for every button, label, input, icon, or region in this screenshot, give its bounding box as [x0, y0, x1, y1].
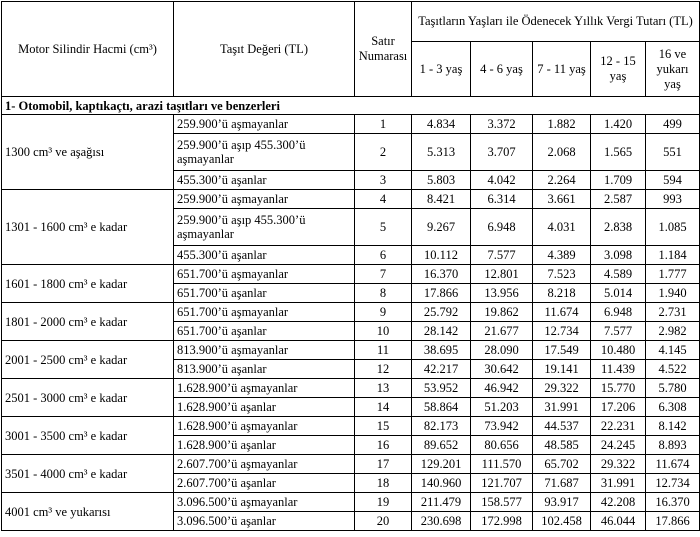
header-age-16-plus: 16 ve yukarı yaş: [646, 42, 700, 97]
tax-age-16-plus-cell: 11.674: [646, 455, 700, 474]
tax-age-16-plus-cell: 993: [646, 190, 700, 209]
row-number-cell: 14: [355, 398, 412, 417]
row-number-cell: 1: [355, 115, 412, 134]
tax-age-16-plus-cell: 2.982: [646, 322, 700, 341]
tax-age-1-3-cell: 25.792: [412, 303, 471, 322]
tax-age-7-11-cell: 93.917: [533, 493, 591, 512]
table-row: [2, 341, 700, 360]
tax-age-4-6-cell: 158.577: [471, 493, 533, 512]
tax-age-4-6-cell: 73.942: [471, 417, 533, 436]
table-row: [2, 455, 700, 474]
tax-age-7-11-cell: 4.389: [533, 246, 591, 265]
header-tax-group: Taşıtların Yaşları ile Ödenecek Yıllık Vergi Tutarı (TL): [412, 2, 700, 42]
table-row: [2, 379, 700, 398]
tax-age-1-3-cell: 38.695: [412, 341, 471, 360]
tax-age-7-11-cell: 31.991: [533, 398, 591, 417]
tax-age-16-plus-cell: 1.085: [646, 209, 700, 246]
vehicle-tax-table: [1, 1, 700, 531]
vehicle-value-cell: 259.900’ü aşmayanlar: [174, 190, 355, 209]
tax-age-4-6-cell: 19.862: [471, 303, 533, 322]
tax-age-16-plus-cell: 8.142: [646, 417, 700, 436]
vehicle-value-cell: 259.900’ü aşıp 455.300’ü aşmayanlar: [174, 209, 355, 246]
row-number-cell: 3: [355, 171, 412, 190]
tax-age-16-plus-cell: 8.893: [646, 436, 700, 455]
vehicle-value-cell: 1.628.900’ü aşanlar: [174, 398, 355, 417]
tax-age-16-plus-cell: 499: [646, 115, 700, 134]
tax-age-7-11-cell: 48.585: [533, 436, 591, 455]
row-number-cell: 12: [355, 360, 412, 379]
vehicle-value-cell: 455.300’ü aşanlar: [174, 246, 355, 265]
tax-age-4-6-cell: 111.570: [471, 455, 533, 474]
table-row: [2, 417, 700, 436]
tax-age-1-3-cell: 9.267: [412, 209, 471, 246]
tax-age-1-3-cell: 10.112: [412, 246, 471, 265]
tax-age-7-11-cell: 3.661: [533, 190, 591, 209]
tax-age-7-11-cell: 2.068: [533, 134, 591, 171]
tax-age-12-15-cell: 6.948: [591, 303, 646, 322]
tax-age-4-6-cell: 80.656: [471, 436, 533, 455]
row-number-cell: 6: [355, 246, 412, 265]
tax-age-1-3-cell: 129.201: [412, 455, 471, 474]
tax-age-16-plus-cell: 17.866: [646, 512, 700, 531]
tax-age-12-15-cell: 1.420: [591, 115, 646, 134]
vehicle-value-cell: 651.700’ü aşmayanlar: [174, 303, 355, 322]
tax-age-16-plus-cell: 594: [646, 171, 700, 190]
tax-age-1-3-cell: 28.142: [412, 322, 471, 341]
tax-age-12-15-cell: 29.322: [591, 455, 646, 474]
row-number-cell: 5: [355, 209, 412, 246]
tax-age-4-6-cell: 46.942: [471, 379, 533, 398]
tax-age-4-6-cell: 30.642: [471, 360, 533, 379]
row-number-cell: 20: [355, 512, 412, 531]
row-number-cell: 8: [355, 284, 412, 303]
vehicle-value-cell: 259.900’ü aşıp 455.300’ü aşmayanlar: [174, 134, 355, 171]
tax-age-16-plus-cell: 551: [646, 134, 700, 171]
vehicle-value-cell: 259.900’ü aşmayanlar: [174, 115, 355, 134]
header-vehicle-value: Taşıt Değeri (TL): [174, 2, 355, 97]
table-row: [2, 115, 700, 134]
tax-age-12-15-cell: 15.770: [591, 379, 646, 398]
vehicle-value-cell: 813.900’ü aşmayanlar: [174, 341, 355, 360]
row-number-cell: 7: [355, 265, 412, 284]
tax-age-16-plus-cell: 4.145: [646, 341, 700, 360]
tax-age-7-11-cell: 7.523: [533, 265, 591, 284]
vehicle-value-cell: 2.607.700’ü aşanlar: [174, 474, 355, 493]
tax-age-12-15-cell: 17.206: [591, 398, 646, 417]
tax-age-7-11-cell: 8.218: [533, 284, 591, 303]
table-row: [2, 265, 700, 284]
header-age-12-15: 12 - 15 yaş: [591, 42, 646, 97]
tax-age-12-15-cell: 2.838: [591, 209, 646, 246]
row-number-cell: 9: [355, 303, 412, 322]
vehicle-value-cell: 651.700’ü aşanlar: [174, 284, 355, 303]
tax-age-12-15-cell: 2.587: [591, 190, 646, 209]
tax-age-1-3-cell: 211.479: [412, 493, 471, 512]
tax-age-16-plus-cell: 12.734: [646, 474, 700, 493]
header-age-7-11: 7 - 11 yaş: [533, 42, 591, 97]
header-motor: Motor Silindir Hacmi (cm³): [2, 2, 174, 97]
tax-age-1-3-cell: 58.864: [412, 398, 471, 417]
tax-age-1-3-cell: 8.421: [412, 190, 471, 209]
vehicle-value-cell: 1.628.900’ü aşanlar: [174, 436, 355, 455]
tax-age-12-15-cell: 11.439: [591, 360, 646, 379]
tax-age-4-6-cell: 4.042: [471, 171, 533, 190]
tax-age-4-6-cell: 7.577: [471, 246, 533, 265]
tax-age-12-15-cell: 42.208: [591, 493, 646, 512]
motor-capacity-cell: 2501 - 3000 cm³ e kadar: [2, 379, 174, 417]
tax-age-1-3-cell: 4.834: [412, 115, 471, 134]
tax-age-16-plus-cell: 4.522: [646, 360, 700, 379]
tax-age-1-3-cell: 89.652: [412, 436, 471, 455]
tax-age-4-6-cell: 6.314: [471, 190, 533, 209]
vehicle-value-cell: 1.628.900’ü aşmayanlar: [174, 417, 355, 436]
tax-age-12-15-cell: 3.098: [591, 246, 646, 265]
vehicle-value-cell: 455.300’ü aşanlar: [174, 171, 355, 190]
tax-age-7-11-cell: 17.549: [533, 341, 591, 360]
tax-age-16-plus-cell: 1.777: [646, 265, 700, 284]
tax-age-12-15-cell: 4.589: [591, 265, 646, 284]
row-number-cell: 15: [355, 417, 412, 436]
tax-age-16-plus-cell: 5.780: [646, 379, 700, 398]
tax-age-7-11-cell: 65.702: [533, 455, 591, 474]
row-number-cell: 13: [355, 379, 412, 398]
tax-age-7-11-cell: 4.031: [533, 209, 591, 246]
tax-age-1-3-cell: 5.803: [412, 171, 471, 190]
tax-age-4-6-cell: 3.372: [471, 115, 533, 134]
motor-capacity-cell: 1801 - 2000 cm³ e kadar: [2, 303, 174, 341]
tax-age-12-15-cell: 22.231: [591, 417, 646, 436]
tax-age-12-15-cell: 46.044: [591, 512, 646, 531]
tax-age-4-6-cell: 21.677: [471, 322, 533, 341]
row-number-cell: 17: [355, 455, 412, 474]
tax-age-16-plus-cell: 6.308: [646, 398, 700, 417]
tax-age-7-11-cell: 44.537: [533, 417, 591, 436]
tax-age-16-plus-cell: 1.184: [646, 246, 700, 265]
header-age-4-6: 4 - 6 yaş: [471, 42, 533, 97]
tax-age-4-6-cell: 12.801: [471, 265, 533, 284]
row-number-cell: 10: [355, 322, 412, 341]
vehicle-value-cell: 1.628.900’ü aşmayanlar: [174, 379, 355, 398]
tax-age-4-6-cell: 3.707: [471, 134, 533, 171]
row-number-cell: 11: [355, 341, 412, 360]
table-row: [2, 493, 700, 512]
tax-age-7-11-cell: 19.141: [533, 360, 591, 379]
tax-age-1-3-cell: 17.866: [412, 284, 471, 303]
tax-age-12-15-cell: 7.577: [591, 322, 646, 341]
tax-age-7-11-cell: 2.264: [533, 171, 591, 190]
tax-age-1-3-cell: 53.952: [412, 379, 471, 398]
tax-age-1-3-cell: 42.217: [412, 360, 471, 379]
tax-age-12-15-cell: 1.565: [591, 134, 646, 171]
tax-age-16-plus-cell: 2.731: [646, 303, 700, 322]
vehicle-value-cell: 2.607.700’ü aşmayanlar: [174, 455, 355, 474]
tax-age-12-15-cell: 5.014: [591, 284, 646, 303]
tax-age-1-3-cell: 82.173: [412, 417, 471, 436]
tax-age-4-6-cell: 6.948: [471, 209, 533, 246]
tax-age-4-6-cell: 172.998: [471, 512, 533, 531]
tax-age-4-6-cell: 121.707: [471, 474, 533, 493]
motor-capacity-cell: 3501 - 4000 cm³ e kadar: [2, 455, 174, 493]
motor-capacity-cell: 3001 - 3500 cm³ e kadar: [2, 417, 174, 455]
tax-age-16-plus-cell: 16.370: [646, 493, 700, 512]
header-row-number: Satır Numarası: [355, 2, 412, 97]
vehicle-value-cell: 813.900’ü aşanlar: [174, 360, 355, 379]
tax-age-7-11-cell: 102.458: [533, 512, 591, 531]
tax-age-1-3-cell: 140.960: [412, 474, 471, 493]
tax-age-7-11-cell: 11.674: [533, 303, 591, 322]
tax-age-1-3-cell: 5.313: [412, 134, 471, 171]
row-number-cell: 16: [355, 436, 412, 455]
table-row: [2, 190, 700, 209]
row-number-cell: 2: [355, 134, 412, 171]
tax-age-7-11-cell: 12.734: [533, 322, 591, 341]
tax-age-1-3-cell: 230.698: [412, 512, 471, 531]
vehicle-value-cell: 651.700’ü aşanlar: [174, 322, 355, 341]
row-number-cell: 19: [355, 493, 412, 512]
tax-age-4-6-cell: 28.090: [471, 341, 533, 360]
tax-age-4-6-cell: 51.203: [471, 398, 533, 417]
motor-capacity-cell: 1300 cm³ ve aşağısı: [2, 115, 174, 190]
tax-age-16-plus-cell: 1.940: [646, 284, 700, 303]
table-row: [2, 303, 700, 322]
motor-capacity-cell: 4001 cm³ ve yukarısı: [2, 493, 174, 531]
vehicle-value-cell: 3.096.500’ü aşanlar: [174, 512, 355, 531]
tax-age-7-11-cell: 1.882: [533, 115, 591, 134]
tax-age-12-15-cell: 10.480: [591, 341, 646, 360]
row-number-cell: 18: [355, 474, 412, 493]
tax-age-12-15-cell: 24.245: [591, 436, 646, 455]
tax-age-12-15-cell: 1.709: [591, 171, 646, 190]
section-title: 1- Otomobil, kaptıkaçtı, arazi taşıtları ve benzerleri: [2, 97, 700, 115]
row-number-cell: 4: [355, 190, 412, 209]
vehicle-value-cell: 651.700’ü aşmayanlar: [174, 265, 355, 284]
tax-age-7-11-cell: 29.322: [533, 379, 591, 398]
vehicle-value-cell: 3.096.500’ü aşmayanlar: [174, 493, 355, 512]
tax-age-12-15-cell: 31.991: [591, 474, 646, 493]
tax-age-1-3-cell: 16.370: [412, 265, 471, 284]
tax-age-4-6-cell: 13.956: [471, 284, 533, 303]
header-age-1-3: 1 - 3 yaş: [412, 42, 471, 97]
motor-capacity-cell: 1601 - 1800 cm³ e kadar: [2, 265, 174, 303]
motor-capacity-cell: 1301 - 1600 cm³ e kadar: [2, 190, 174, 265]
motor-capacity-cell: 2001 - 2500 cm³ e kadar: [2, 341, 174, 379]
tax-age-7-11-cell: 71.687: [533, 474, 591, 493]
